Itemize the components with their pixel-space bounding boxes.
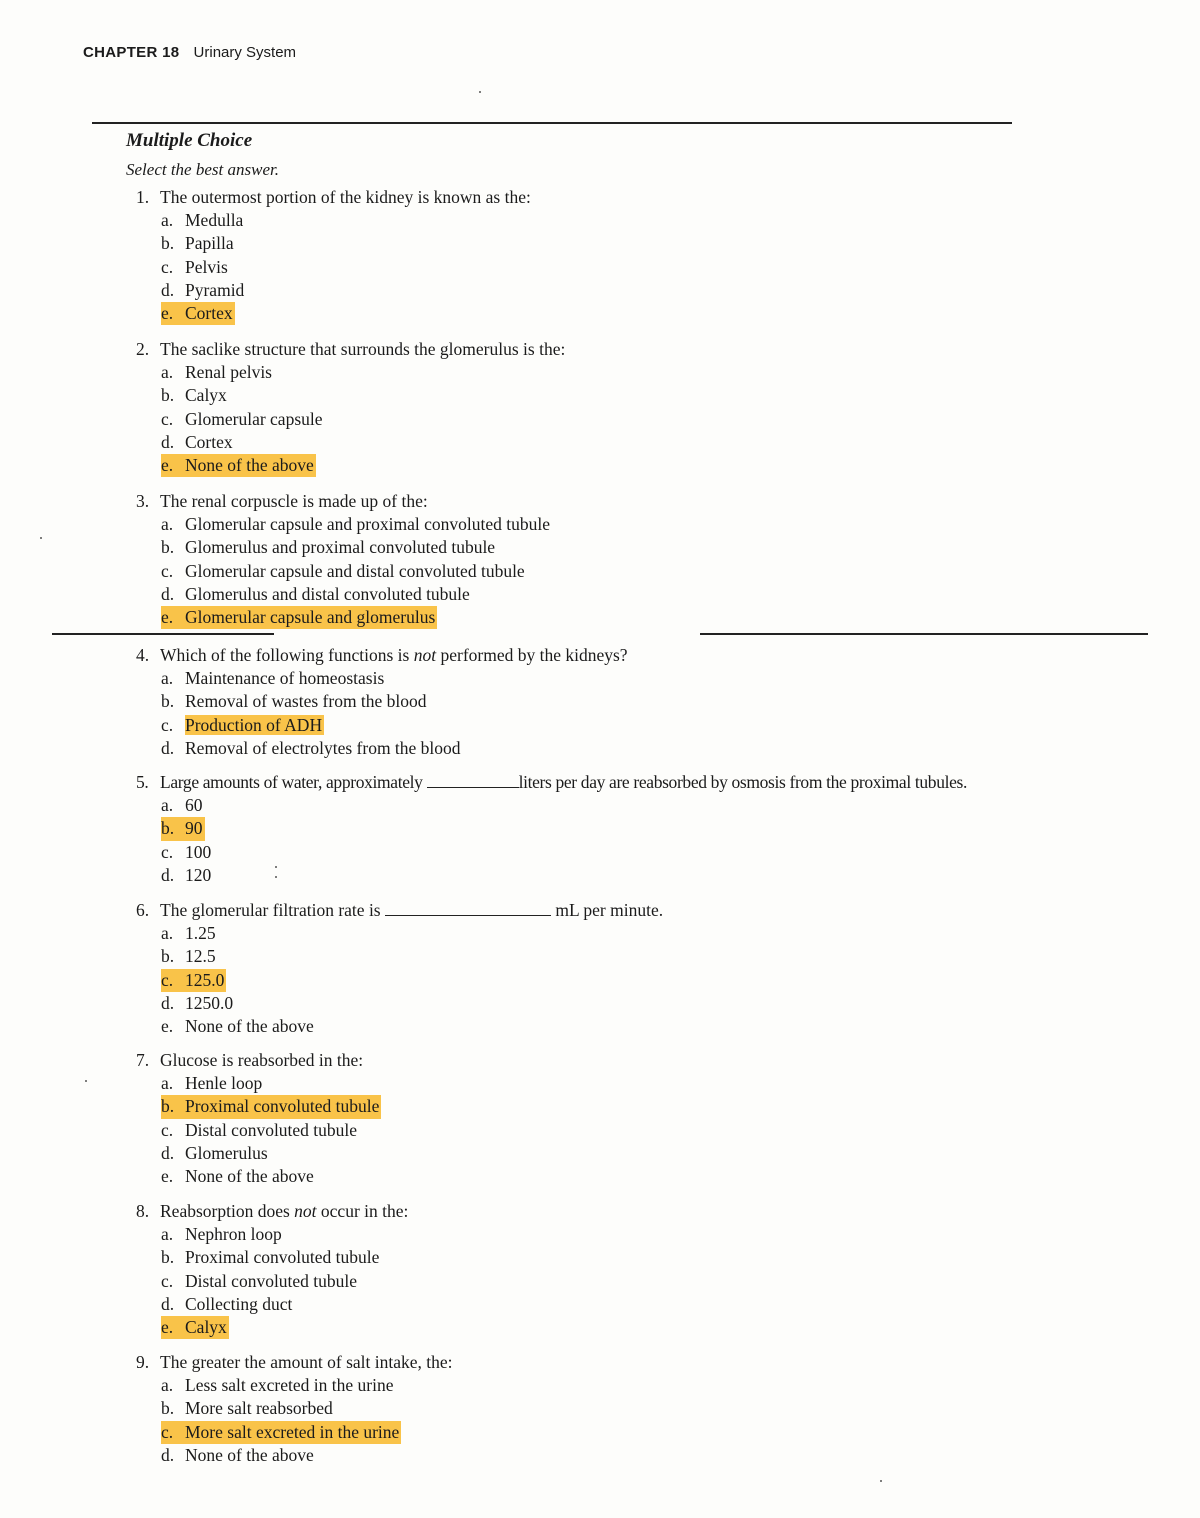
option-list <box>136 1072 381 1188</box>
option-letter: c. <box>161 841 174 862</box>
divider-left <box>52 633 274 635</box>
scan-speck <box>275 866 277 868</box>
question-stem <box>136 899 663 922</box>
option-letter: b. <box>161 233 175 254</box>
scan-speck <box>40 537 42 539</box>
question-text-before: Large amounts of water, approximately <box>160 772 427 792</box>
question-text-after: occur in the: <box>316 1201 409 1221</box>
option-a[interactable] <box>161 794 967 817</box>
option-a[interactable] <box>161 922 663 945</box>
answer-blank[interactable] <box>427 773 519 788</box>
question-text: The renal corpuscle is made up of the: <box>160 491 428 511</box>
option-text: 60 <box>185 795 203 816</box>
scan-speck <box>275 876 277 878</box>
option-letter: d. <box>161 583 175 604</box>
option-letter: a. <box>161 795 174 816</box>
option-text: Medulla <box>185 210 244 231</box>
option-letter: a. <box>161 1224 174 1245</box>
option-b[interactable] <box>161 1397 453 1420</box>
option-d[interactable] <box>161 1142 381 1165</box>
option-d[interactable] <box>161 864 967 887</box>
divider-right <box>700 633 1148 635</box>
option-letter: d. <box>161 737 175 758</box>
option-d[interactable] <box>161 583 550 606</box>
option-list <box>136 667 628 760</box>
option-text: Papilla <box>185 233 234 254</box>
scan-speck <box>479 91 481 93</box>
option-text: Proximal convoluted tubule <box>185 1247 380 1268</box>
option-b[interactable] <box>161 690 628 713</box>
question-text: The outermost portion of the kidney is known as the: <box>160 187 531 207</box>
option-text: Distal convoluted tubule <box>185 1119 358 1140</box>
option-d[interactable] <box>161 279 531 302</box>
option-e-highlighted[interactable] <box>161 606 437 629</box>
option-letter: e. <box>161 303 174 324</box>
question-text-after: liters per day are reabsorbed by osmosis from the proximal tubules. <box>518 772 968 792</box>
option-letter: c. <box>161 256 174 277</box>
option-text: 100 <box>185 841 212 862</box>
question-stem <box>136 644 628 667</box>
option-letter: b. <box>161 1247 175 1268</box>
option-d[interactable] <box>161 1444 453 1467</box>
option-a[interactable] <box>161 1223 408 1246</box>
question-7 <box>136 1049 381 1188</box>
question-number: 8. <box>136 1201 150 1221</box>
question-number: 5. <box>136 772 149 792</box>
question-5 <box>136 771 967 887</box>
option-text: Glomerular capsule and glomerulus <box>185 607 436 628</box>
option-letter: b. <box>161 385 175 406</box>
question-emphasis: not <box>413 645 437 665</box>
question-1 <box>136 186 531 325</box>
option-e[interactable] <box>161 1015 663 1038</box>
option-a[interactable] <box>161 361 565 384</box>
option-c[interactable] <box>161 408 565 431</box>
question-number: 7. <box>136 1050 150 1070</box>
option-letter: a. <box>161 923 174 944</box>
option-b[interactable] <box>161 945 663 968</box>
option-text: Renal pelvis <box>185 362 272 383</box>
option-letter: b. <box>161 1096 175 1117</box>
option-letter: b. <box>161 691 175 712</box>
option-b[interactable] <box>161 536 550 559</box>
option-letter: e. <box>161 1016 174 1037</box>
question-stem <box>136 338 565 361</box>
option-text: Pyramid <box>185 279 245 300</box>
option-text: Glomerulus and proximal convoluted tubule <box>185 537 496 558</box>
question-text-before: Which of the following functions is <box>160 645 414 665</box>
option-letter: b. <box>161 946 175 967</box>
option-text: 125.0 <box>185 969 225 990</box>
question-text-after: performed by the kidneys? <box>436 645 628 665</box>
option-c[interactable] <box>161 841 967 864</box>
section-title: Multiple Choice <box>126 130 253 151</box>
option-letter: e. <box>161 455 174 476</box>
option-letter: d. <box>161 992 175 1013</box>
top-rule <box>92 122 1012 124</box>
option-text: Glomerular capsule and distal convoluted tubule <box>185 560 525 581</box>
option-b[interactable] <box>161 384 565 407</box>
option-a[interactable] <box>161 667 628 690</box>
option-letter: c. <box>161 408 174 429</box>
question-stem <box>136 771 967 794</box>
question-stem <box>136 1200 408 1223</box>
scan-speck <box>85 1080 87 1082</box>
option-text: Glomerulus and distal convoluted tubule <box>185 583 470 604</box>
option-letter: e. <box>161 1317 174 1338</box>
question-text: The saclike structure that surrounds the glomerulus is the: <box>160 339 566 359</box>
option-text: None of the above <box>185 1166 314 1187</box>
option-letter: c. <box>161 1270 174 1291</box>
option-text: Glomerular capsule and proximal convoluted tubule <box>185 514 550 535</box>
question-6 <box>136 899 663 1038</box>
option-b[interactable] <box>161 232 531 255</box>
option-b-highlighted[interactable] <box>161 1095 381 1118</box>
option-list <box>136 1374 453 1467</box>
option-e-highlighted[interactable] <box>161 454 316 477</box>
option-a[interactable] <box>161 513 550 536</box>
answer-blank[interactable] <box>385 901 551 916</box>
option-text: Glomerulus <box>185 1142 268 1163</box>
option-text: 90 <box>185 818 203 839</box>
option-text: Removal of electrolytes from the blood <box>185 737 461 758</box>
option-letter: b. <box>161 1398 175 1419</box>
option-text: Collecting duct <box>185 1293 293 1314</box>
question-number: 9. <box>136 1352 150 1372</box>
question-4 <box>136 644 628 760</box>
option-a[interactable] <box>161 1072 381 1095</box>
option-c[interactable] <box>161 1119 381 1142</box>
option-c[interactable] <box>161 1270 408 1293</box>
question-text-before: The glomerular filtration rate is <box>160 900 385 920</box>
option-text: Pelvis <box>185 256 228 277</box>
option-list <box>136 922 663 1038</box>
option-letter: b. <box>161 537 175 558</box>
option-letter: d. <box>161 1293 175 1314</box>
option-letter: b. <box>161 818 175 839</box>
option-e-highlighted[interactable] <box>161 1316 229 1339</box>
option-text: Proximal convoluted tubule <box>185 1096 380 1117</box>
option-text: None of the above <box>185 1016 314 1037</box>
option-letter: d. <box>161 864 175 885</box>
option-list <box>136 794 967 887</box>
option-d[interactable] <box>161 737 628 760</box>
question-3 <box>136 490 550 629</box>
option-e[interactable] <box>161 1165 381 1188</box>
chapter-number: CHAPTER 18 <box>83 44 180 61</box>
question-2 <box>136 338 565 477</box>
question-number: 6. <box>136 900 150 920</box>
option-c-highlighted[interactable] <box>161 969 226 992</box>
option-text: Glomerular capsule <box>185 408 323 429</box>
question-stem <box>136 490 550 513</box>
option-letter: a. <box>161 1375 174 1396</box>
option-letter: a. <box>161 210 174 231</box>
question-number: 1. <box>136 187 150 207</box>
option-text: Calyx <box>185 1317 227 1338</box>
option-list <box>136 513 550 629</box>
section-instructions: Select the best answer. <box>126 160 279 179</box>
page-header <box>83 44 296 61</box>
option-text: Removal of wastes from the blood <box>185 691 427 712</box>
option-text: Distal convoluted tubule <box>185 1270 358 1291</box>
question-text-before: Reabsorption does <box>160 1201 295 1221</box>
option-letter: e. <box>161 1166 174 1187</box>
question-number: 4. <box>136 645 150 665</box>
option-letter: c. <box>161 1421 174 1442</box>
option-letter: e. <box>161 607 174 628</box>
option-letter: d. <box>161 279 175 300</box>
scan-speck <box>880 1480 882 1482</box>
question-number: 3. <box>136 491 150 511</box>
option-text-highlighted: Production of ADH <box>185 714 323 735</box>
option-list <box>136 361 565 477</box>
option-c-highlighted[interactable] <box>161 1421 401 1444</box>
option-c[interactable] <box>161 256 531 279</box>
option-text: None of the above <box>185 455 314 476</box>
option-text: 120 <box>185 864 212 885</box>
option-text: 12.5 <box>185 946 216 967</box>
option-a[interactable] <box>161 1374 453 1397</box>
option-letter: c. <box>161 560 174 581</box>
option-c[interactable] <box>161 714 628 737</box>
question-number: 2. <box>136 339 150 359</box>
option-text: Cortex <box>185 431 233 452</box>
option-text: Maintenance of homeostasis <box>185 668 385 689</box>
option-c[interactable] <box>161 560 550 583</box>
option-letter: a. <box>161 514 174 535</box>
option-text: Henle loop <box>185 1073 263 1094</box>
option-letter: a. <box>161 1073 174 1094</box>
question-8 <box>136 1200 408 1339</box>
option-letter: c. <box>161 714 174 735</box>
question-stem <box>136 1351 453 1374</box>
question-stem <box>136 186 531 209</box>
option-d[interactable] <box>161 992 663 1015</box>
option-letter: d. <box>161 1142 175 1163</box>
option-text: Less salt excreted in the urine <box>185 1375 394 1396</box>
option-text: More salt reabsorbed <box>185 1398 333 1419</box>
option-a[interactable] <box>161 209 531 232</box>
option-letter: a. <box>161 668 174 689</box>
question-text: Glucose is reabsorbed in the: <box>160 1050 364 1070</box>
option-letter: c. <box>161 969 174 990</box>
option-e-highlighted[interactable] <box>161 302 235 325</box>
option-b-highlighted[interactable] <box>161 817 205 840</box>
option-text: Nephron loop <box>185 1224 282 1245</box>
option-letter: a. <box>161 362 174 383</box>
option-text: 1.25 <box>185 923 216 944</box>
option-text: None of the above <box>185 1444 314 1465</box>
question-text: The greater the amount of salt intake, the: <box>160 1352 453 1372</box>
option-text: 1250.0 <box>185 992 234 1013</box>
option-text: Calyx <box>185 385 227 406</box>
question-emphasis: not <box>294 1201 317 1221</box>
question-9 <box>136 1351 453 1467</box>
option-d[interactable] <box>161 431 565 454</box>
option-letter: d. <box>161 431 175 452</box>
question-text-after: mL per minute. <box>551 900 664 920</box>
option-b[interactable] <box>161 1246 408 1269</box>
chapter-title: Urinary System <box>193 44 297 61</box>
question-stem <box>136 1049 381 1072</box>
option-list <box>136 1223 408 1339</box>
option-letter: c. <box>161 1119 174 1140</box>
option-text: Cortex <box>185 303 233 324</box>
option-d[interactable] <box>161 1293 408 1316</box>
option-list <box>136 209 531 325</box>
option-letter: d. <box>161 1444 175 1465</box>
option-text: More salt excreted in the urine <box>185 1421 400 1442</box>
